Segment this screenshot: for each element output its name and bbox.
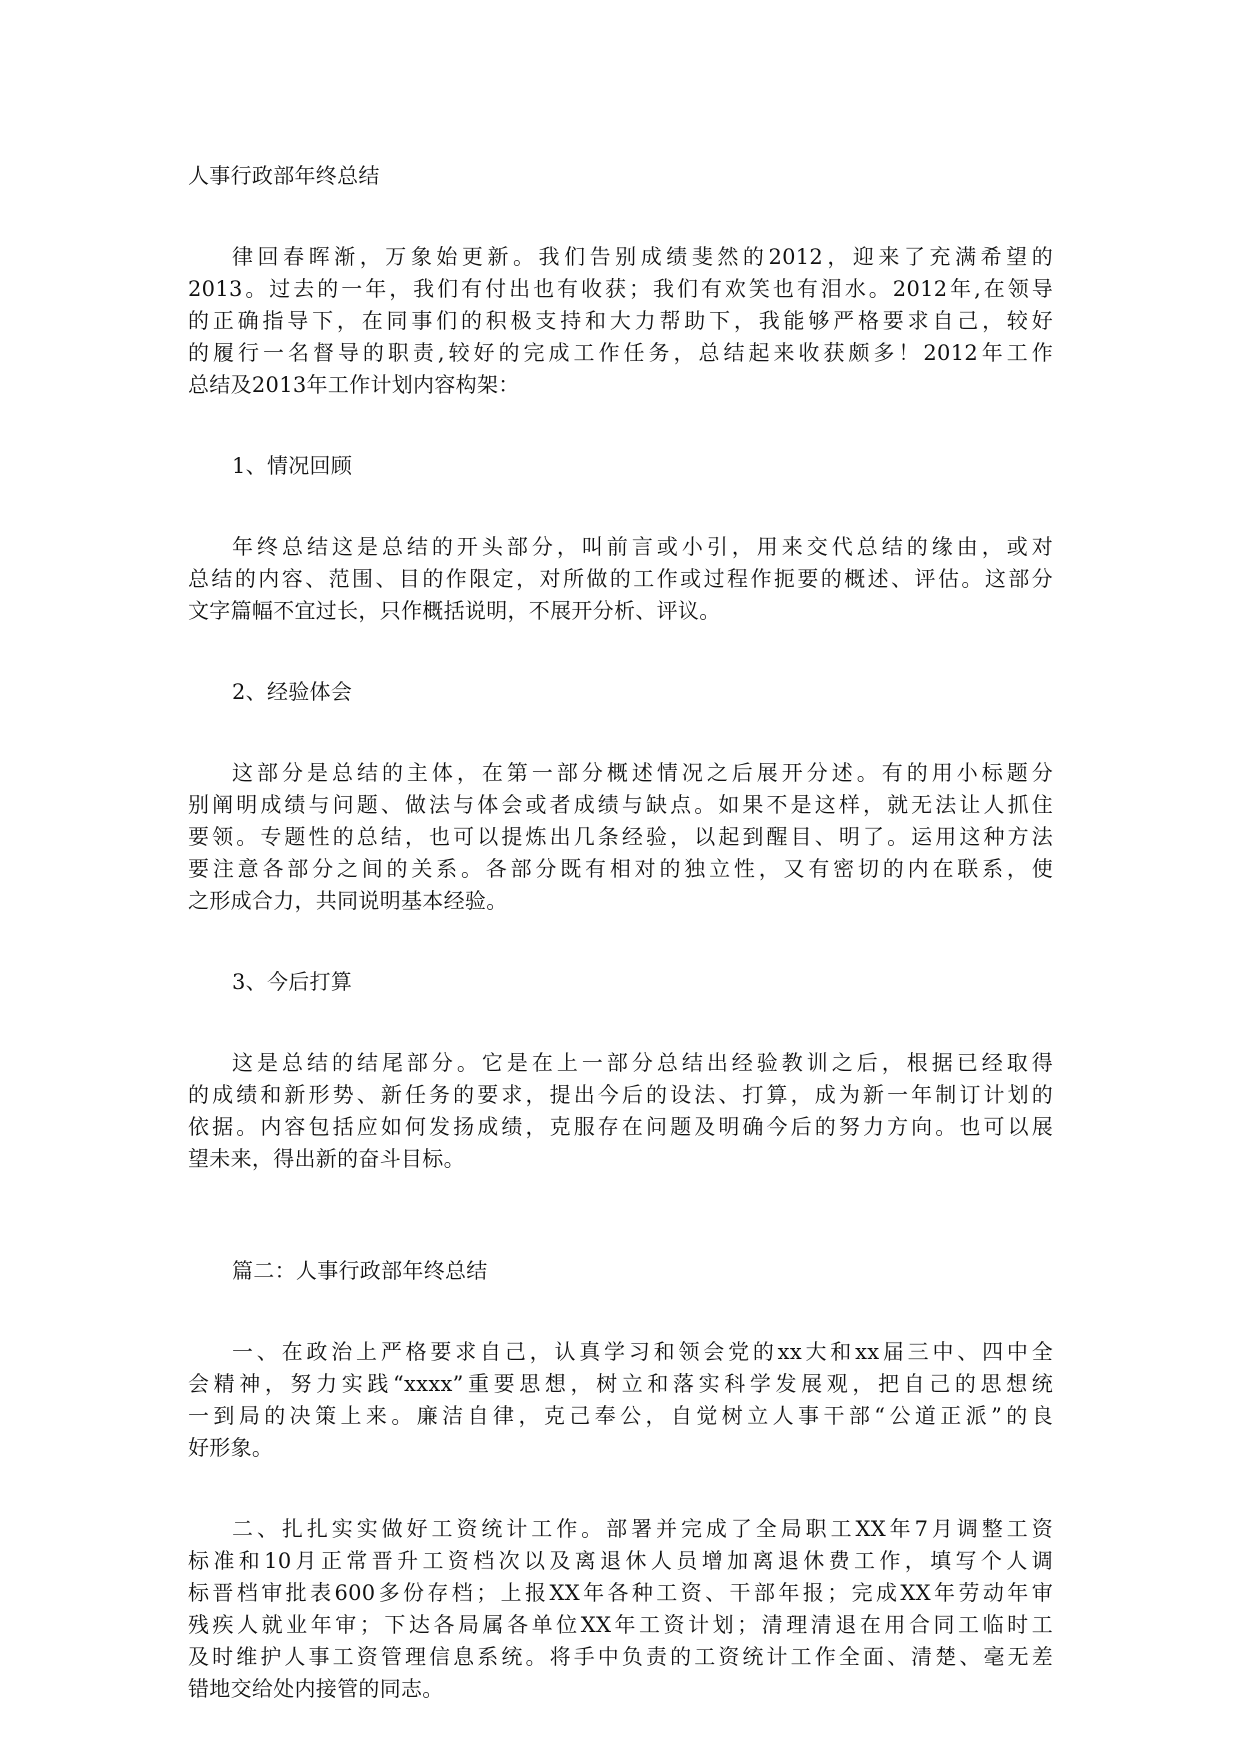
paragraph-line: 好形象。 — [188, 1436, 274, 1460]
paragraph-line: 律回春晖渐，万象始更新。我们告别成绩斐然的2012，迎来了充满希望的 — [232, 245, 1053, 269]
paragraph-line: 残疾人就业年审；下达各局属各单位XX年工资计划；清理清退在用合同工临时工 — [188, 1613, 1053, 1637]
paragraph-line: 2013。过去的一年，我们有付出也有收获；我们有欢笑也有泪水。2012年,在领导 — [188, 277, 1053, 301]
document-title: 人事行政部年终总结 — [188, 164, 380, 188]
paragraph-line: 一到局的决策上来。廉洁自律，克己奉公，自觉树立人事干部“公道正派”的良 — [188, 1404, 1053, 1428]
paragraph-line: 错地交给处内接管的同志。 — [188, 1677, 444, 1701]
paragraph-line: 年终总结这是总结的开头部分，叫前言或小引，用来交代总结的缘由，或对 — [232, 535, 1053, 559]
paragraph-line: 这部分是总结的主体，在第一部分概述情况之后展开分述。有的用小标题分 — [232, 761, 1053, 785]
document-body — [188, 160, 1053, 1705]
paragraph-line: 别阐明成绩与问题、做法与体会或者成绩与缺点。如果不是这样，就无法让人抓住 — [188, 793, 1053, 817]
paragraph-line: 的正确指导下，在同事们的积极支持和大力帮助下，我能够严格要求自己，较好 — [188, 309, 1053, 333]
section-heading: 2、经验体会 — [232, 680, 353, 704]
paragraph-line: 之形成合力，共同说明基本经验。 — [188, 889, 508, 913]
section1-paragraph — [188, 531, 1053, 627]
paragraph-line: 文字篇幅不宜过长，只作概括说明，不展开分析、评议。 — [188, 599, 721, 623]
paragraph-line: 总结的内容、范围、目的作限定，对所做的工作或过程作扼要的概述、评估。这部分 — [188, 567, 1053, 591]
part2-paragraph-2 — [188, 1513, 1053, 1705]
part2-paragraph-1 — [188, 1336, 1053, 1464]
paragraph-line: 的成绩和新形势、新任务的要求，提出今后的设法、打算，成为新一年制订计划的 — [188, 1083, 1053, 1107]
section-heading: 3、今后打算 — [232, 970, 353, 994]
section3-paragraph — [188, 1047, 1053, 1175]
intro-paragraph — [188, 241, 1053, 401]
section2-paragraph — [188, 757, 1053, 917]
paragraph-line: 这是总结的结尾部分。它是在上一部分总结出经验教训之后，根据已经取得 — [232, 1051, 1053, 1075]
paragraph-line: 的履行一名督导的职责,较好的完成工作任务，总结起来收获颇多！2012年工作 — [188, 341, 1053, 365]
paragraph-line: 要领。专题性的总结，也可以提炼出几条经验，以起到醒目、明了。运用这种方法 — [188, 825, 1053, 849]
section-heading: 1、情况回顾 — [232, 454, 353, 478]
paragraph-line: 标准和10月正常晋升工资档次以及离退休人员增加离退休费工作，填写个人调 — [188, 1549, 1053, 1573]
paragraph-line: 要注意各部分之间的关系。各部分既有相对的独立性，又有密切的内在联系，使 — [188, 857, 1053, 881]
paragraph-line: 二、扎扎实实做好工资统计工作。部署并完成了全局职工XX年7月调整工资 — [232, 1517, 1053, 1541]
paragraph-line: 会精神，努力实践“xxxx”重要思想，树立和落实科学发展观，把自己的思想统 — [188, 1372, 1053, 1396]
paragraph-line: 及时维护人事工资管理信息系统。将手中负责的工资统计工作全面、清楚、毫无差 — [188, 1645, 1053, 1669]
paragraph-line: 望未来，得出新的奋斗目标。 — [188, 1147, 465, 1171]
part2-heading: 篇二：人事行政部年终总结 — [232, 1259, 488, 1283]
paragraph-line: 依据。内容包括应如何发扬成绩，克服存在问题及明确今后的努力方向。也可以展 — [188, 1115, 1053, 1139]
paragraph-line: 一、在政治上严格要求自己，认真学习和领会党的xx大和xx届三中、四中全 — [232, 1340, 1053, 1364]
paragraph-line: 标晋档审批表600多份存档；上报XX年各种工资、干部年报；完成XX年劳动年审 — [188, 1581, 1053, 1605]
paragraph-line: 总结及2013年工作计划内容构架： — [188, 373, 520, 397]
